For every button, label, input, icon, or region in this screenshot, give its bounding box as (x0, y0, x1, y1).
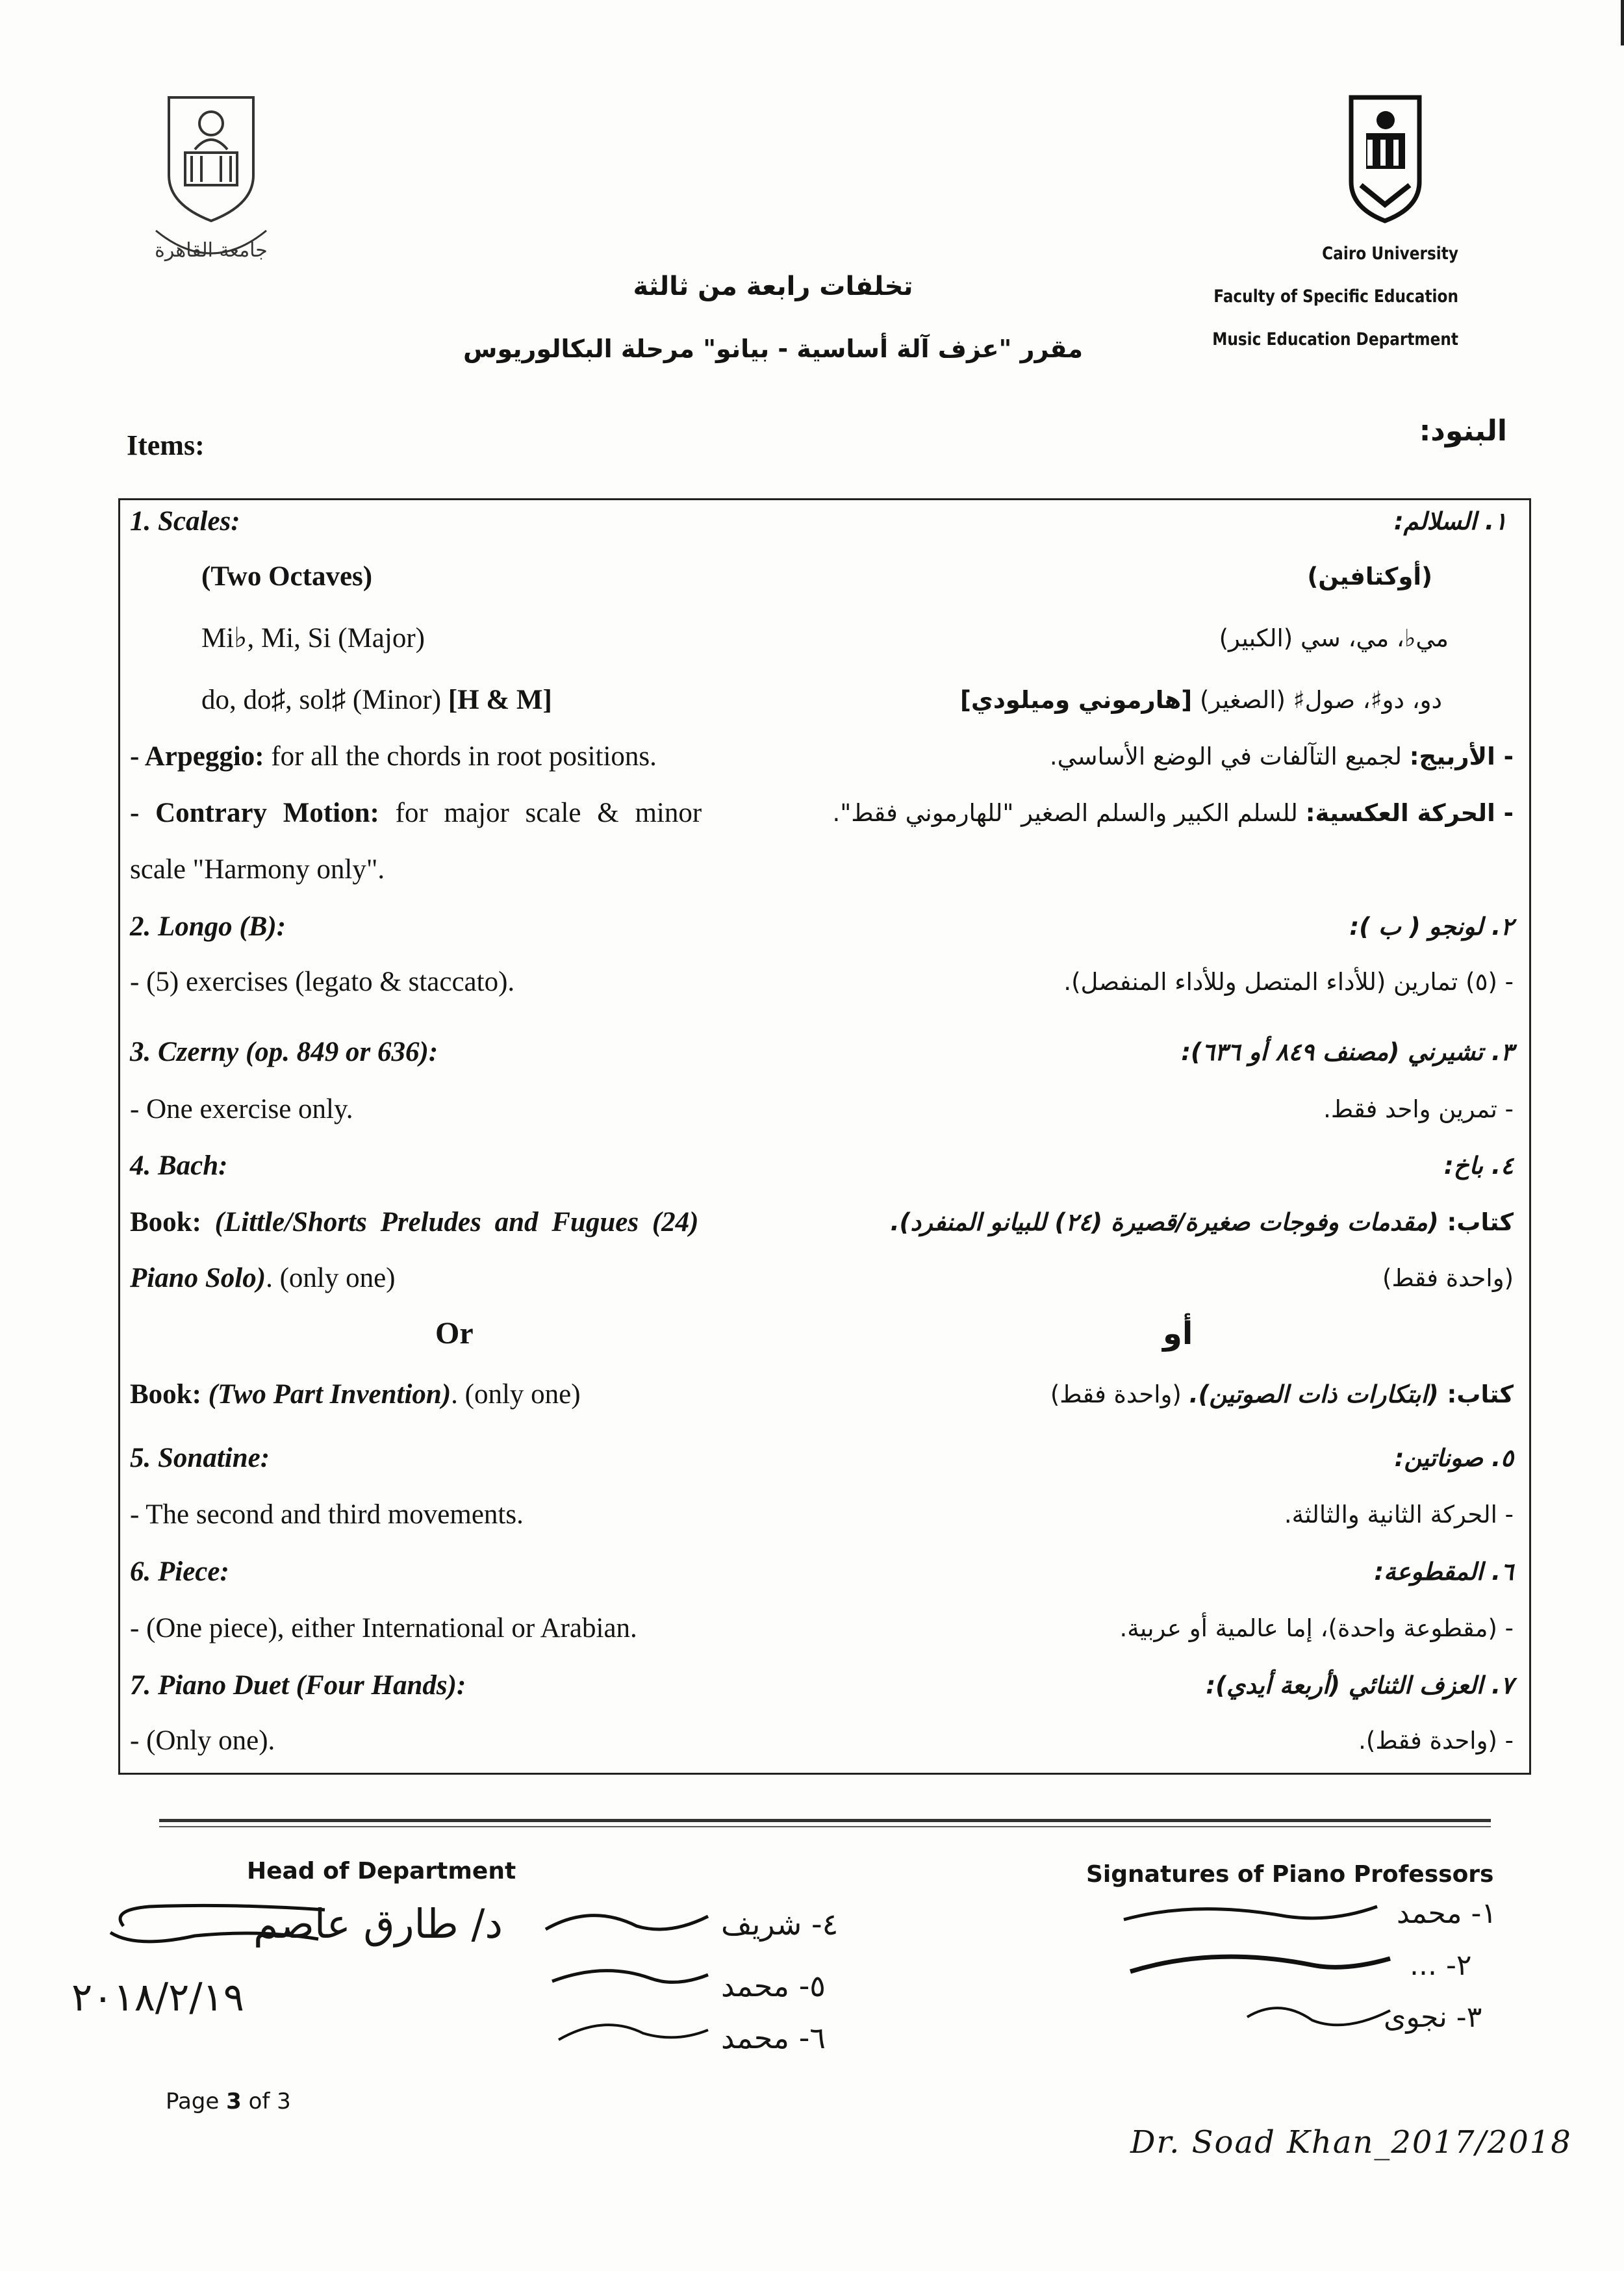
minor-scales-ar-text: دو، دو♯، صول♯ (الصغير) (1199, 686, 1442, 714)
middle-signatures-scribble (539, 1903, 734, 2066)
duet-text-ar: - (واحدة فقط). (1358, 1727, 1514, 1755)
scan-edge-mark (1621, 0, 1624, 45)
contrary-motion-en (130, 797, 702, 830)
cairo-university-logo (149, 91, 273, 266)
arpeggio-label: - Arpeggio: (130, 741, 264, 772)
longo-text-ar: - (٥) تمارين (للأداء المتصل وللأداء المنفصل). (1063, 968, 1514, 996)
items-heading-en: Items: (127, 429, 205, 461)
university-name: Cairo University (1322, 244, 1458, 264)
items-heading-ar: البنود: (1419, 414, 1507, 448)
major-scales-en: Mi♭, Mi, Si (Major) (201, 623, 425, 653)
longo-title-en: 2. Longo (B): (130, 911, 286, 942)
bach-book2-ar (1050, 1378, 1514, 1411)
document-subtitle: مقرر "عزف آلة أساسية - بيانو" مرحلة البكالوريوس (463, 335, 1083, 363)
head-signature-name: د/ طارق عاصم (253, 1900, 503, 1947)
footer-divider-thin (159, 1826, 1491, 1827)
arpeggio-en (130, 741, 657, 773)
bach-book2-note: . (only one) (451, 1379, 581, 1410)
contrary-text: for major scale & minor (379, 798, 702, 828)
contrary-ar-label: - الحركة العكسية: (1305, 799, 1514, 827)
minor-scales-tag: [H & M] (448, 685, 552, 715)
bach-book2-title: (Two Part Invention) (208, 1379, 451, 1410)
faculty-logo (1348, 94, 1423, 224)
or-ar: أو (1163, 1315, 1193, 1352)
minor-scales-text: do, do♯, sol♯ (Minor) (201, 685, 442, 715)
signature-5: ٥- محمد (721, 1968, 826, 2003)
bach-book1-en (130, 1206, 698, 1239)
page-prefix: Page (166, 2088, 227, 2114)
bach-book1-title-2: Piano Solo) (130, 1263, 266, 1293)
czerny-title-ar: ٣. تشيرني (مصنف ٨٤٩ أو ٦٣٦): (1181, 1038, 1514, 1066)
duet-title-en: 7. Piano Duet (Four Hands): (130, 1670, 466, 1701)
longo-title-ar: ٢. لونجو ( ب ): (1349, 913, 1514, 941)
bach-book1-note: . (only one) (266, 1263, 396, 1293)
arpeggio-text: for all the chords in root positions. (264, 741, 657, 772)
logo-caption: جامعة القاهرة (155, 239, 268, 262)
signature-6: ٦- محمد (721, 2020, 826, 2055)
or-en: Or (435, 1316, 474, 1351)
minor-scales-en (201, 684, 552, 717)
document-title: تخلفات رابعة من ثالثة (633, 272, 913, 301)
longo-text-en: - (5) exercises (legato & staccato). (130, 967, 515, 997)
page-current: 3 (226, 2088, 242, 2114)
bach-book1-en-2 (130, 1262, 395, 1295)
octaves-en: (Two Octaves) (201, 561, 373, 592)
duet-text-en: - (Only one). (130, 1725, 275, 1756)
arpeggio-ar-label: - الأربيج: (1409, 742, 1514, 770)
bach-book1-title: (Little/Shorts Preludes and Fugues (24) (214, 1207, 699, 1237)
arpeggio-ar-text: لجميع التآلفات في الوضع الأساسي. (1049, 742, 1410, 770)
czerny-title-en: 3. Czerny (op. 849 or 636): (130, 1037, 438, 1067)
contrary-motion-ar (833, 797, 1514, 830)
sonatine-title-en: 5. Sonatine: (130, 1443, 270, 1473)
bach-title-ar: ٤. باخ: (1443, 1152, 1514, 1180)
page-number (166, 2088, 291, 2114)
piano-professors-label: Signatures of Piano Professors (1086, 1861, 1494, 1888)
signature-4: ٤- شريف (721, 1907, 839, 1942)
contrary-motion-en-2: scale "Harmony only". (130, 854, 385, 885)
bach-book1-label: Book: (130, 1207, 201, 1237)
piece-text-ar: - (مقطوعة واحدة)، إما عالمية أو عربية. (1119, 1614, 1514, 1642)
faculty-name: Faculty of Specific Education (1213, 286, 1458, 307)
head-of-department-label: Head of Department (247, 1858, 516, 1884)
contrary-ar-text: للسلم الكبير والسلم الصغير "للهارموني فقط". (832, 799, 1306, 827)
bach-book2-label: Book: (130, 1379, 201, 1410)
head-signature-date: ٢٠١٨/٢/١٩ (71, 1975, 245, 2020)
scales-title-en: 1. Scales: (130, 506, 240, 537)
piece-title-ar: ٦. المقطوعة: (1374, 1558, 1514, 1586)
sonatine-text-en: - The second and third movements. (130, 1499, 524, 1530)
bach-book1-ar (890, 1206, 1514, 1239)
bach-book1-ar-note: (واحدة فقط) (1382, 1264, 1514, 1292)
scales-title-ar: ١. السلالم: (1393, 507, 1507, 535)
bach-book2-ar-title: (ابتكارات ذات الصوتين). (1189, 1380, 1447, 1408)
bach-book1-ar-label: كتاب: (1447, 1208, 1514, 1236)
major-scales-ar: مي♭، مي، سي (الكبير) (1219, 624, 1449, 652)
professor-signature-3: ٣- نجوى (1384, 2001, 1482, 2034)
page-suffix: of 3 (241, 2088, 291, 2114)
octaves-ar: (أوكتافين) (1307, 563, 1432, 590)
piece-text-en: - (One piece), either International or Arabian. (130, 1613, 637, 1643)
sonatine-text-ar: - الحركة الثانية والثالثة. (1284, 1501, 1514, 1529)
czerny-text-en: - One exercise only. (130, 1094, 353, 1124)
piece-title-en: 6. Piece: (130, 1556, 229, 1587)
professor-signature-2: ٢- ... (1410, 1949, 1472, 1982)
sonatine-title-ar: ٥. صوناتين: (1394, 1444, 1514, 1472)
czerny-text-ar: - تمرين واحد فقط. (1323, 1095, 1514, 1123)
bach-book2-en (130, 1378, 581, 1411)
contrary-label: - Contrary Motion: (130, 798, 379, 828)
bach-book2-ar-label: كتاب: (1447, 1380, 1514, 1408)
bach-title-en: 4. Bach: (130, 1150, 228, 1181)
duet-title-ar: ٧. العزف الثنائي (أربعة أيدي): (1206, 1671, 1514, 1699)
arpeggio-ar (1050, 741, 1514, 773)
minor-scales-ar (960, 684, 1442, 717)
professor-signature-1: ١- محمد (1397, 1897, 1497, 1930)
bach-book1-ar-title: (مقدمات وفوجات صغيرة/قصيرة (٢٤) للبيانو المنفرد). (890, 1208, 1447, 1236)
author-credit: Dr. Soad Khan_2017/2018 (1130, 2124, 1572, 2161)
bach-book2-ar-note: (واحدة فقط) (1050, 1380, 1189, 1408)
department-name: Music Education Department (1212, 329, 1458, 349)
professor-signatures-scribble (1117, 1894, 1410, 2043)
minor-scales-ar-tag: [هارموني وميلودي] (960, 686, 1193, 714)
footer-divider (159, 1819, 1491, 1822)
